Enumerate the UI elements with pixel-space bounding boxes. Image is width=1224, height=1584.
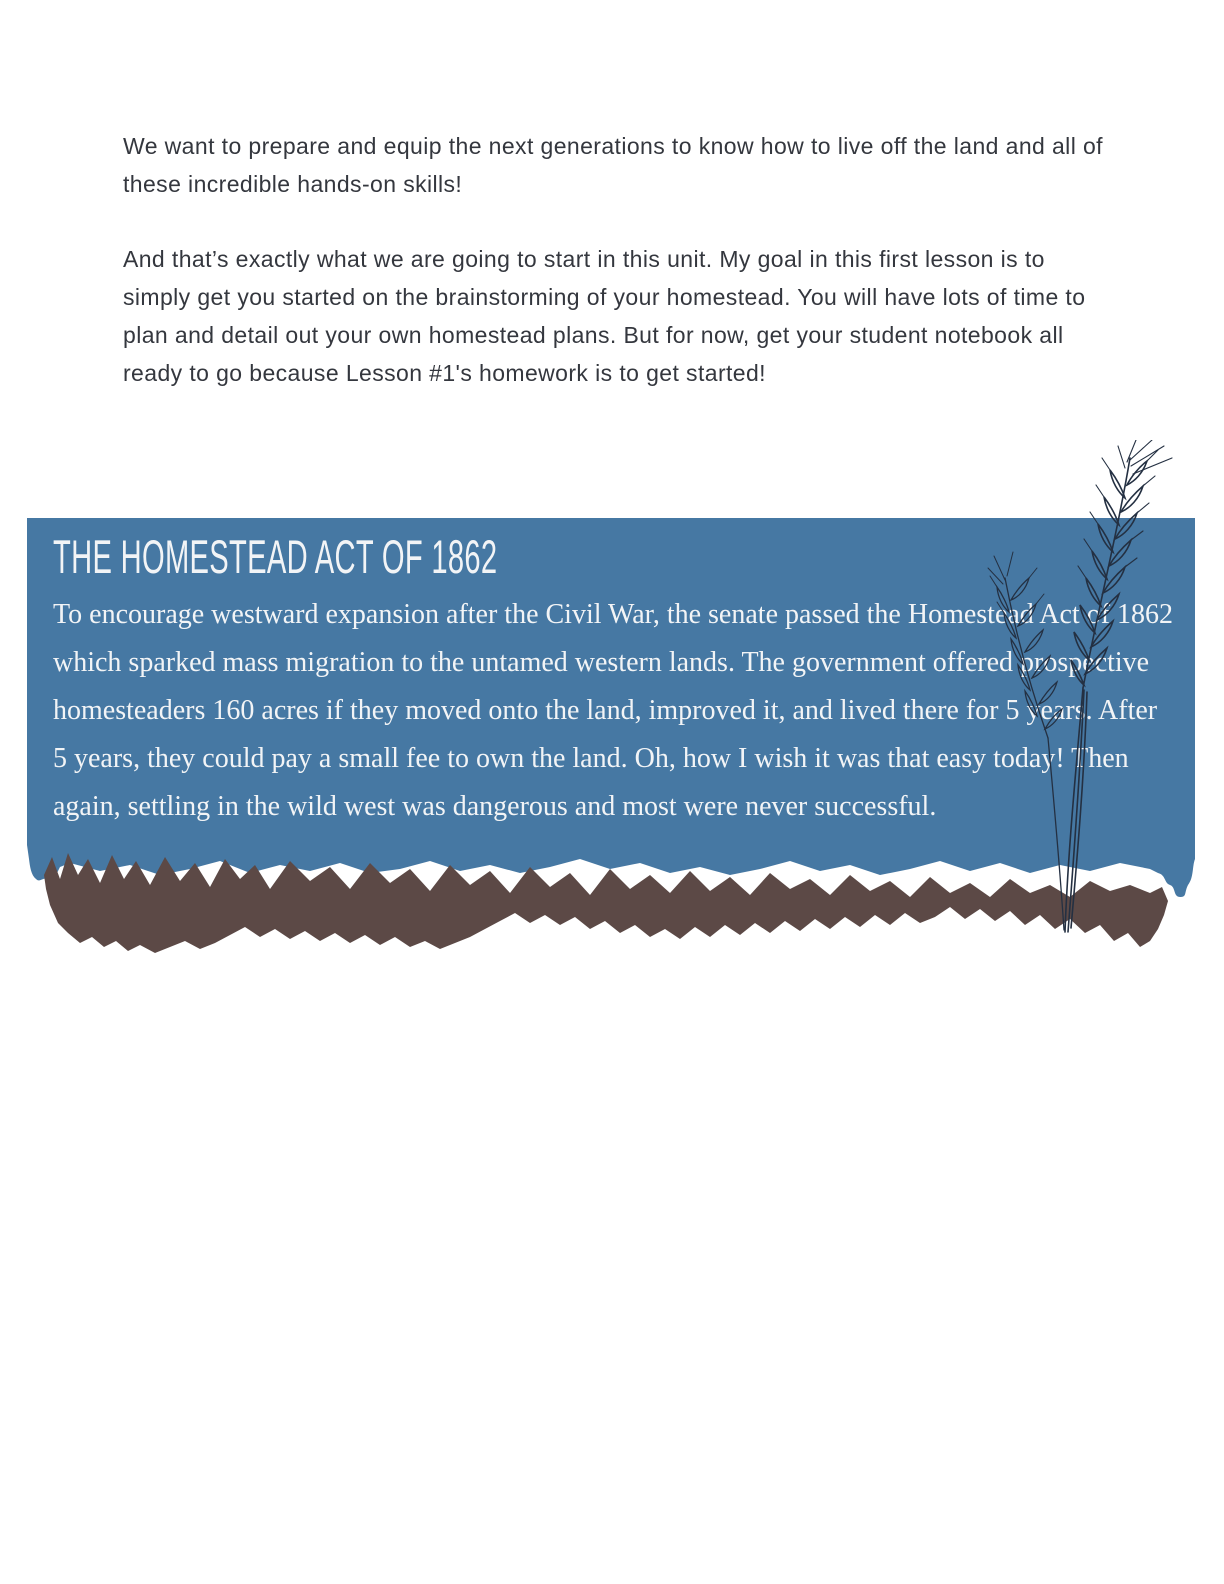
section-body-text: To encourage westward expansion after the Civil War, the senate passed the Homestead Act of 1862 which sparked mass migration to the untamed western lands. The government offered prospective homesteaders 160 acres if they moved onto the land, improved it, and lived there for 5 years. After 5 years, they could pay a small fee to own the land. Oh, how I wish it was that easy today! Then again, settling in the wild west was dangerous and most were never successful. (53, 599, 1174, 822)
section-title: THE HOMESTEAD ACT OF 1862 (53, 530, 498, 583)
intro-paragraph-1: We want to prepare and equip the next generations to know how to live off the land and all of these incredible hands-on skills! (123, 133, 1103, 197)
intro-paragraph-2: And that’s exactly what we are going to start in this unit. My goal in this first lesson is to simply get you started on the brainstorming of your homestead. You will have lots of time to plan and detail out your own homestead plans. But for now, get your student notebook all ready to go because Lesson #1's homework is to get started! (123, 246, 1086, 386)
wheat-icon (980, 440, 1200, 940)
intro-text-block (123, 127, 1113, 392)
